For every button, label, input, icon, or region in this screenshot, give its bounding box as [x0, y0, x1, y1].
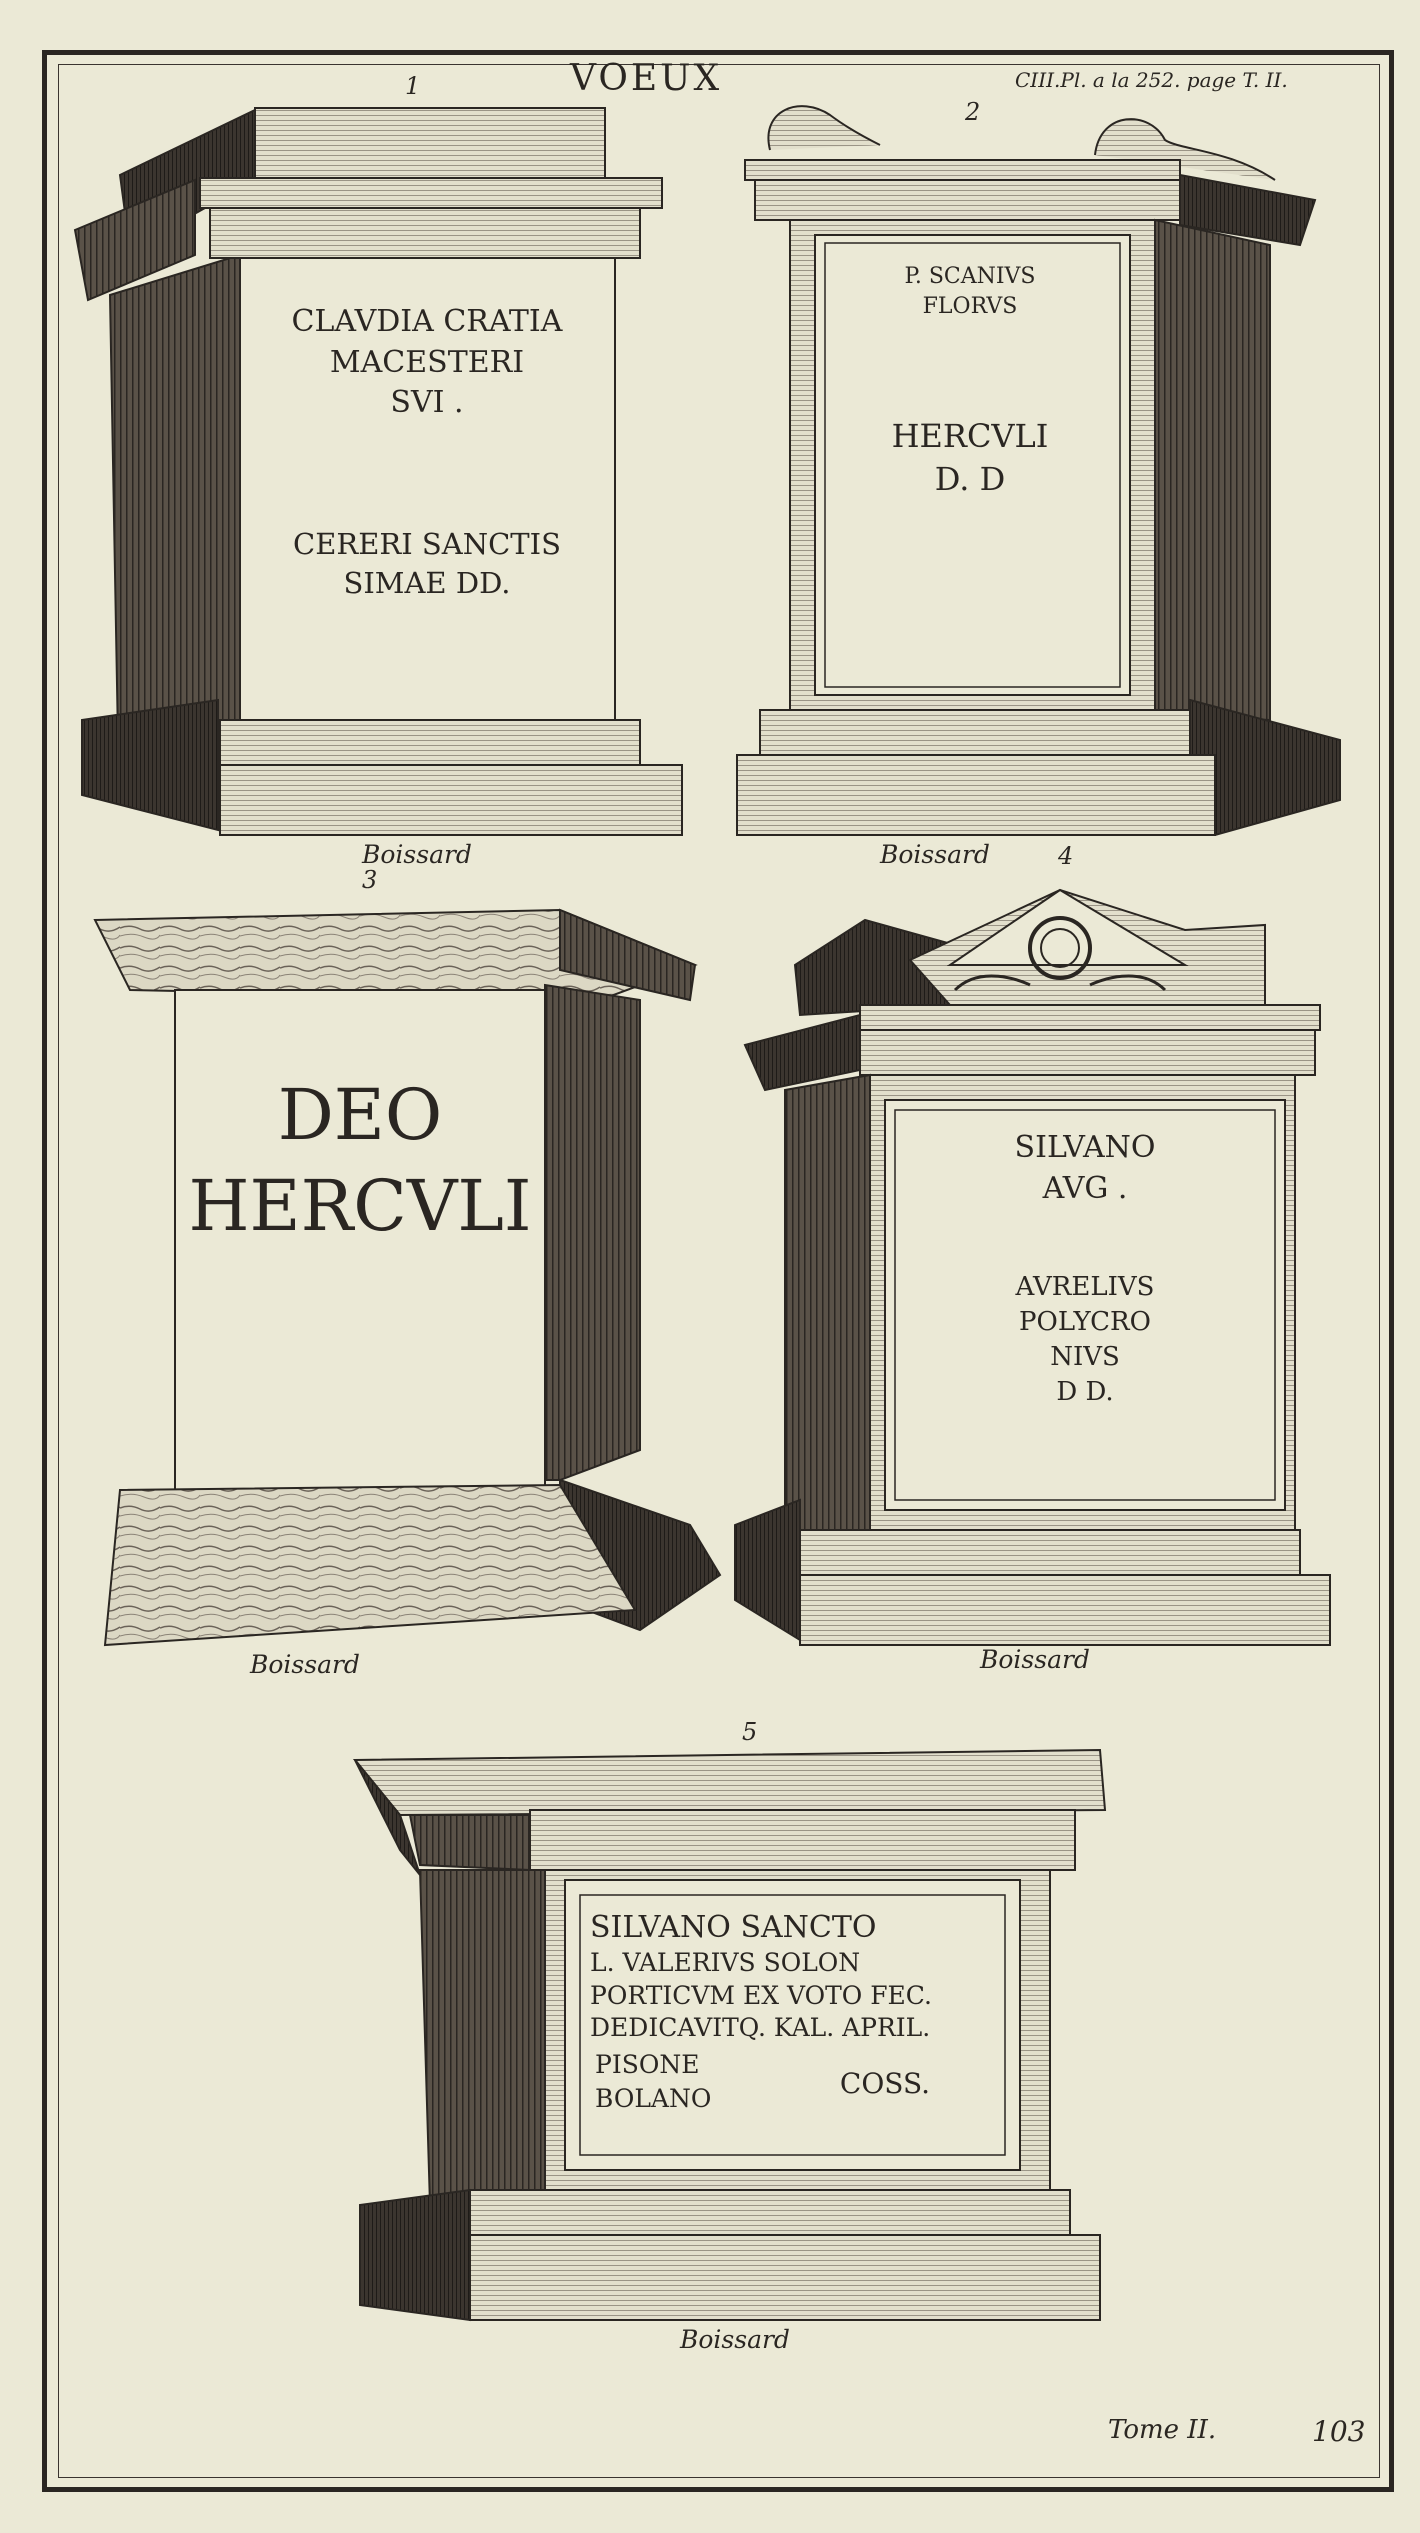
altar-4-number: 4: [1058, 842, 1074, 870]
altar-5-number: 5: [742, 1718, 758, 1746]
altar-1-inscription-bottom: CERERI SANCTIS SIMAE DD.: [293, 527, 561, 601]
altar-1-credit: Boissard: [362, 840, 472, 869]
altar-1-number: 1: [405, 72, 421, 100]
altar-5-inscription-top: SILVANO SANCTO L. VALERIVS SOLON PORTICVM EX VOTO FEC. DEDICAVITQ. KAL. APRIL.: [590, 1910, 932, 2042]
tome-label: Tome II.: [1108, 2415, 1217, 2445]
altar-4-credit: Boissard: [980, 1645, 1090, 1674]
altar-1-inscription-top: CLAVDIA CRATIA MACESTERI SVI .: [291, 304, 563, 420]
plate-reference: CIII.Pl. a la 252. page T. II.: [1015, 68, 1288, 92]
altar-4-inscription-bottom: AVRELIVS POLYCRO NIVS D D.: [1015, 1272, 1155, 1408]
altar-5-credit: Boissard: [680, 2325, 790, 2354]
altar-5-inscription-consuls: PISONE BOLANO: [595, 2050, 712, 2113]
altar-2-inscription-bottom: HERCVLI D. D: [891, 417, 1049, 499]
altar-1: [75, 108, 682, 835]
altar-3: [95, 910, 720, 1645]
altar-2-number: 2: [965, 98, 981, 126]
altar-2-credit: Boissard: [880, 840, 990, 869]
altar-2-inscription-top: P. SCANIVS FLORVS: [904, 264, 1036, 319]
altar-4: [735, 890, 1330, 1645]
altar-3-credit: Boissard: [250, 1650, 360, 1679]
altar-3-number: 3: [362, 866, 378, 894]
altar-3-inscription: DEO HERCVLI: [188, 1074, 532, 1247]
altar-5-coss: COSS.: [839, 2067, 931, 2100]
altar-4-inscription-top: SILVANO AVG .: [1014, 1130, 1156, 1206]
page-number: 103: [1312, 2415, 1366, 2448]
plate-title: VOEUX: [570, 58, 723, 99]
